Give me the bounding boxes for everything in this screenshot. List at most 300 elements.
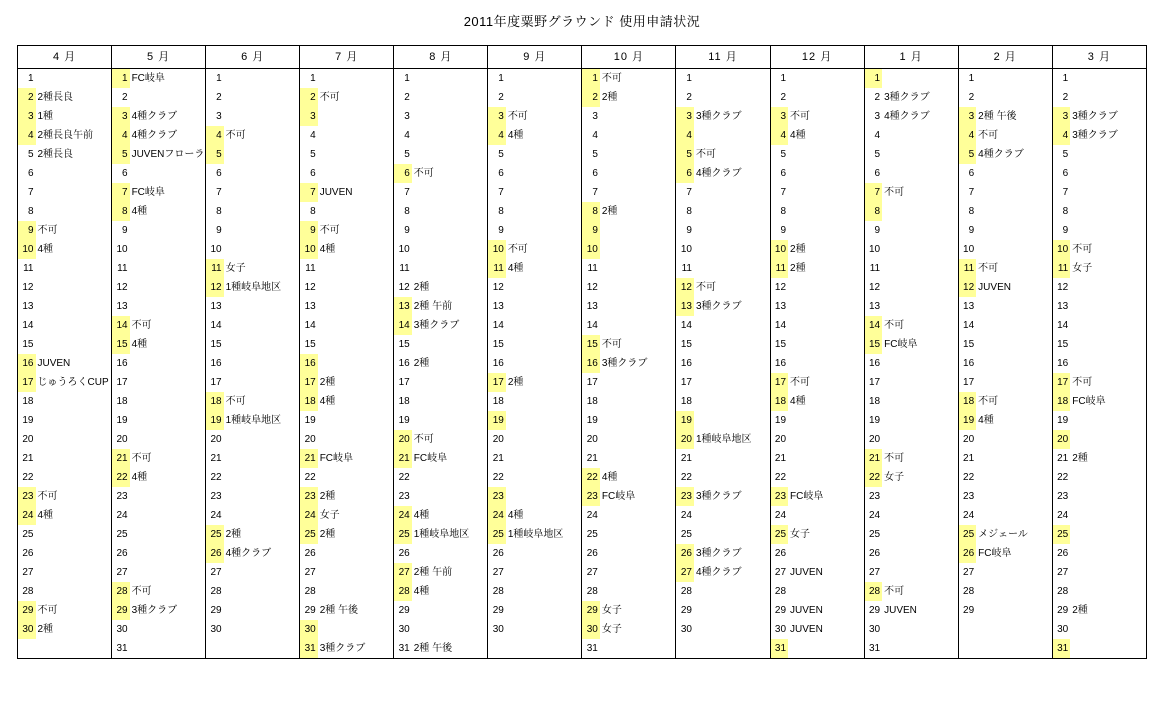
day-entry[interactable] bbox=[694, 335, 770, 354]
day-entry[interactable] bbox=[694, 620, 770, 639]
day-entry[interactable]: 不可 bbox=[412, 430, 488, 449]
day-entry[interactable] bbox=[976, 506, 1052, 525]
day-entry[interactable]: 4種 bbox=[506, 126, 582, 145]
day-entry[interactable]: 不可 bbox=[130, 582, 206, 601]
day-entry[interactable]: 4種 bbox=[976, 411, 1052, 430]
day-entry[interactable]: JUVEN bbox=[882, 601, 958, 620]
day-entry[interactable] bbox=[788, 506, 864, 525]
day-entry[interactable] bbox=[788, 411, 864, 430]
day-entry[interactable] bbox=[130, 506, 206, 525]
day-entry[interactable]: 4種 bbox=[412, 506, 488, 525]
day-entry[interactable]: 4種 bbox=[412, 582, 488, 601]
day-entry[interactable] bbox=[600, 240, 676, 259]
day-entry[interactable] bbox=[882, 240, 958, 259]
day-entry[interactable] bbox=[788, 582, 864, 601]
day-entry[interactable]: 不可 bbox=[224, 392, 300, 411]
day-entry[interactable] bbox=[976, 601, 1052, 620]
day-entry[interactable] bbox=[788, 88, 864, 107]
day-entry[interactable] bbox=[788, 335, 864, 354]
day-entry[interactable] bbox=[882, 297, 958, 316]
day-entry[interactable]: JUVEN bbox=[788, 563, 864, 582]
day-entry[interactable] bbox=[976, 449, 1052, 468]
day-entry[interactable] bbox=[694, 221, 770, 240]
day-entry[interactable] bbox=[1070, 525, 1146, 544]
day-entry[interactable]: 女子 bbox=[600, 601, 676, 620]
day-entry[interactable] bbox=[600, 278, 676, 297]
day-entry[interactable] bbox=[600, 544, 676, 563]
day-entry[interactable] bbox=[36, 278, 112, 297]
day-entry[interactable]: 2種 bbox=[318, 487, 394, 506]
day-entry[interactable] bbox=[412, 240, 488, 259]
day-entry[interactable]: 1種岐阜地区 bbox=[412, 525, 488, 544]
day-entry[interactable] bbox=[1070, 69, 1146, 89]
day-entry[interactable] bbox=[976, 563, 1052, 582]
day-entry[interactable] bbox=[36, 563, 112, 582]
day-entry[interactable]: 2種 午前 bbox=[412, 563, 488, 582]
day-entry[interactable]: 4種クラブ bbox=[224, 544, 300, 563]
day-entry[interactable] bbox=[412, 183, 488, 202]
day-entry[interactable]: 2種長良午前 bbox=[36, 126, 112, 145]
day-entry[interactable] bbox=[224, 373, 300, 392]
day-entry[interactable] bbox=[318, 126, 394, 145]
day-entry[interactable]: JUVEN bbox=[36, 354, 112, 373]
day-entry[interactable] bbox=[318, 411, 394, 430]
day-entry[interactable]: FC岐阜 bbox=[130, 69, 206, 89]
day-entry[interactable] bbox=[412, 392, 488, 411]
day-entry[interactable]: 4種クラブ bbox=[976, 145, 1052, 164]
day-entry[interactable] bbox=[1070, 278, 1146, 297]
day-entry[interactable] bbox=[130, 88, 206, 107]
day-entry[interactable] bbox=[506, 69, 582, 89]
day-entry[interactable] bbox=[36, 525, 112, 544]
day-entry[interactable]: 女子 bbox=[882, 468, 958, 487]
day-entry[interactable]: 女子 bbox=[600, 620, 676, 639]
day-entry[interactable] bbox=[788, 69, 864, 89]
day-entry[interactable] bbox=[788, 316, 864, 335]
day-entry[interactable] bbox=[882, 164, 958, 183]
day-entry[interactable] bbox=[788, 639, 864, 659]
day-entry[interactable] bbox=[600, 525, 676, 544]
day-entry[interactable] bbox=[976, 202, 1052, 221]
day-entry[interactable] bbox=[1070, 620, 1146, 639]
day-entry[interactable]: 2種 bbox=[412, 278, 488, 297]
day-entry[interactable] bbox=[600, 297, 676, 316]
day-entry[interactable]: 4種 bbox=[130, 335, 206, 354]
day-entry[interactable]: 1種 bbox=[36, 107, 112, 126]
day-entry[interactable] bbox=[600, 373, 676, 392]
day-entry[interactable] bbox=[882, 69, 958, 89]
day-entry[interactable] bbox=[882, 221, 958, 240]
day-entry[interactable] bbox=[130, 373, 206, 392]
day-entry[interactable] bbox=[694, 316, 770, 335]
day-entry[interactable] bbox=[224, 164, 300, 183]
day-entry[interactable] bbox=[506, 601, 582, 620]
day-entry[interactable] bbox=[694, 392, 770, 411]
day-entry[interactable] bbox=[224, 601, 300, 620]
day-entry[interactable] bbox=[600, 107, 676, 126]
day-entry[interactable]: 1種岐阜地区 bbox=[506, 525, 582, 544]
day-entry[interactable]: 3種クラブ bbox=[882, 88, 958, 107]
day-entry[interactable]: JUVEN bbox=[318, 183, 394, 202]
day-entry[interactable] bbox=[600, 221, 676, 240]
day-entry[interactable]: 4種クラブ bbox=[130, 107, 206, 126]
day-entry[interactable]: FC岐阜 bbox=[412, 449, 488, 468]
day-entry[interactable]: 4種 bbox=[788, 392, 864, 411]
day-entry[interactable] bbox=[600, 392, 676, 411]
day-entry[interactable]: 女子 bbox=[788, 525, 864, 544]
day-entry[interactable] bbox=[318, 202, 394, 221]
day-entry[interactable] bbox=[318, 335, 394, 354]
day-entry[interactable]: 不可 bbox=[36, 487, 112, 506]
day-entry[interactable] bbox=[506, 639, 582, 659]
day-entry[interactable] bbox=[506, 164, 582, 183]
day-entry[interactable] bbox=[882, 411, 958, 430]
day-entry[interactable] bbox=[36, 639, 112, 659]
day-entry[interactable]: 2種 bbox=[788, 259, 864, 278]
day-entry[interactable]: JUVENフローラ bbox=[130, 145, 206, 164]
day-entry[interactable]: 2種 午前 bbox=[412, 297, 488, 316]
day-entry[interactable] bbox=[976, 183, 1052, 202]
day-entry[interactable] bbox=[976, 335, 1052, 354]
day-entry[interactable] bbox=[1070, 354, 1146, 373]
day-entry[interactable] bbox=[130, 525, 206, 544]
day-entry[interactable]: 不可 bbox=[36, 601, 112, 620]
day-entry[interactable] bbox=[318, 430, 394, 449]
day-entry[interactable] bbox=[36, 202, 112, 221]
day-entry[interactable]: 2種 bbox=[318, 525, 394, 544]
day-entry[interactable] bbox=[600, 563, 676, 582]
day-entry[interactable]: 3種クラブ bbox=[694, 107, 770, 126]
day-entry[interactable] bbox=[1070, 297, 1146, 316]
day-entry[interactable] bbox=[36, 69, 112, 89]
day-entry[interactable] bbox=[224, 487, 300, 506]
day-entry[interactable] bbox=[412, 88, 488, 107]
day-entry[interactable] bbox=[600, 316, 676, 335]
day-entry[interactable] bbox=[36, 582, 112, 601]
day-entry[interactable]: 2種 bbox=[224, 525, 300, 544]
day-entry[interactable] bbox=[318, 316, 394, 335]
day-entry[interactable]: 3種クラブ bbox=[318, 639, 394, 659]
day-entry[interactable] bbox=[976, 316, 1052, 335]
day-entry[interactable] bbox=[318, 354, 394, 373]
day-entry[interactable] bbox=[882, 259, 958, 278]
day-entry[interactable]: 4種クラブ bbox=[130, 126, 206, 145]
day-entry[interactable] bbox=[976, 297, 1052, 316]
day-entry[interactable]: 不可 bbox=[130, 449, 206, 468]
day-entry[interactable]: 3種クラブ bbox=[1072, 111, 1118, 122]
day-entry[interactable] bbox=[412, 335, 488, 354]
day-entry[interactable] bbox=[36, 449, 112, 468]
day-entry[interactable] bbox=[694, 88, 770, 107]
day-entry[interactable]: 2種 bbox=[506, 373, 582, 392]
day-entry[interactable]: 女子 bbox=[1072, 263, 1093, 274]
day-entry[interactable] bbox=[224, 183, 300, 202]
day-entry[interactable]: 不可 bbox=[882, 449, 958, 468]
day-entry[interactable] bbox=[36, 297, 112, 316]
day-entry[interactable]: FC岐阜 bbox=[600, 487, 676, 506]
day-entry[interactable]: JUVEN bbox=[976, 278, 1052, 297]
day-entry[interactable] bbox=[318, 69, 394, 89]
day-entry[interactable] bbox=[130, 563, 206, 582]
day-entry[interactable]: 2種 午後 bbox=[412, 639, 488, 659]
day-entry[interactable] bbox=[130, 297, 206, 316]
day-entry[interactable] bbox=[976, 354, 1052, 373]
day-entry[interactable] bbox=[1070, 183, 1146, 202]
day-entry[interactable]: FC岐阜 bbox=[976, 544, 1052, 563]
day-entry[interactable] bbox=[1070, 544, 1146, 563]
day-entry[interactable] bbox=[694, 354, 770, 373]
day-entry[interactable] bbox=[882, 563, 958, 582]
day-entry[interactable] bbox=[600, 259, 676, 278]
day-entry[interactable] bbox=[694, 183, 770, 202]
day-entry[interactable] bbox=[506, 278, 582, 297]
day-entry[interactable] bbox=[788, 221, 864, 240]
day-entry[interactable]: 2種 午後 bbox=[318, 601, 394, 620]
day-entry[interactable] bbox=[788, 297, 864, 316]
day-entry[interactable] bbox=[224, 335, 300, 354]
day-entry[interactable] bbox=[694, 582, 770, 601]
day-entry[interactable]: 2種長良 bbox=[36, 145, 112, 164]
day-entry[interactable] bbox=[318, 278, 394, 297]
day-entry[interactable]: 4種 bbox=[130, 202, 206, 221]
day-entry[interactable] bbox=[318, 468, 394, 487]
day-entry[interactable] bbox=[506, 316, 582, 335]
day-entry[interactable] bbox=[694, 506, 770, 525]
day-entry[interactable] bbox=[506, 202, 582, 221]
day-entry[interactable] bbox=[976, 430, 1052, 449]
day-entry[interactable] bbox=[130, 487, 206, 506]
day-entry[interactable]: 不可 bbox=[600, 335, 676, 354]
day-entry[interactable] bbox=[694, 525, 770, 544]
day-entry[interactable]: 3種クラブ bbox=[694, 487, 770, 506]
day-entry[interactable]: 2種 bbox=[600, 202, 676, 221]
day-entry[interactable] bbox=[694, 449, 770, 468]
day-entry[interactable]: 3種クラブ bbox=[412, 316, 488, 335]
day-entry[interactable]: 2種長良 bbox=[36, 88, 112, 107]
day-entry[interactable] bbox=[224, 297, 300, 316]
day-entry[interactable]: 不可 bbox=[506, 240, 582, 259]
day-entry[interactable] bbox=[976, 373, 1052, 392]
day-entry[interactable] bbox=[788, 354, 864, 373]
day-entry[interactable] bbox=[1070, 145, 1146, 164]
day-entry[interactable]: FC岐阜 bbox=[1072, 396, 1106, 407]
day-entry[interactable] bbox=[412, 411, 488, 430]
day-entry[interactable] bbox=[506, 145, 582, 164]
day-entry[interactable] bbox=[36, 411, 112, 430]
day-entry[interactable]: FC岐阜 bbox=[882, 335, 958, 354]
day-entry[interactable] bbox=[130, 240, 206, 259]
day-entry[interactable]: 2種 bbox=[600, 88, 676, 107]
day-entry[interactable] bbox=[318, 620, 394, 639]
day-entry[interactable] bbox=[506, 335, 582, 354]
day-entry[interactable] bbox=[130, 411, 206, 430]
day-entry[interactable] bbox=[506, 468, 582, 487]
day-entry[interactable] bbox=[224, 88, 300, 107]
day-entry[interactable]: FC岐阜 bbox=[130, 183, 206, 202]
day-entry[interactable] bbox=[694, 373, 770, 392]
day-entry[interactable] bbox=[976, 639, 1052, 659]
day-entry[interactable] bbox=[600, 183, 676, 202]
day-entry[interactable]: 1種岐阜地区 bbox=[694, 430, 770, 449]
day-entry[interactable] bbox=[976, 221, 1052, 240]
day-entry[interactable] bbox=[224, 221, 300, 240]
day-entry[interactable] bbox=[224, 69, 300, 89]
day-entry[interactable] bbox=[224, 468, 300, 487]
day-entry[interactable] bbox=[506, 221, 582, 240]
day-entry[interactable] bbox=[694, 601, 770, 620]
day-entry[interactable] bbox=[694, 240, 770, 259]
day-entry[interactable] bbox=[1070, 164, 1146, 183]
day-entry[interactable] bbox=[694, 468, 770, 487]
day-entry[interactable] bbox=[506, 297, 582, 316]
day-entry[interactable] bbox=[130, 392, 206, 411]
day-entry[interactable] bbox=[36, 544, 112, 563]
day-entry[interactable] bbox=[224, 316, 300, 335]
day-entry[interactable] bbox=[506, 88, 582, 107]
day-entry[interactable] bbox=[882, 392, 958, 411]
day-entry[interactable]: 不可 bbox=[976, 392, 1052, 411]
day-entry[interactable] bbox=[1070, 582, 1146, 601]
day-entry[interactable] bbox=[224, 240, 300, 259]
day-entry[interactable]: 4種 bbox=[318, 392, 394, 411]
day-entry[interactable] bbox=[600, 506, 676, 525]
day-entry[interactable] bbox=[600, 449, 676, 468]
day-entry[interactable]: 不可 bbox=[318, 88, 394, 107]
day-entry[interactable]: 4種 bbox=[36, 240, 112, 259]
day-entry[interactable]: 2種 bbox=[36, 620, 112, 639]
day-entry[interactable]: 不可 bbox=[36, 221, 112, 240]
day-entry[interactable] bbox=[882, 126, 958, 145]
day-entry[interactable] bbox=[412, 202, 488, 221]
day-entry[interactable] bbox=[506, 582, 582, 601]
day-entry[interactable] bbox=[36, 335, 112, 354]
day-entry[interactable]: メジェール bbox=[976, 525, 1052, 544]
day-entry[interactable]: 3種クラブ bbox=[694, 297, 770, 316]
day-entry[interactable] bbox=[788, 164, 864, 183]
day-entry[interactable] bbox=[224, 430, 300, 449]
day-entry[interactable]: 不可 bbox=[506, 107, 582, 126]
day-entry[interactable]: 4種 bbox=[130, 468, 206, 487]
day-entry[interactable] bbox=[412, 126, 488, 145]
day-entry[interactable] bbox=[882, 506, 958, 525]
day-entry[interactable] bbox=[788, 183, 864, 202]
day-entry[interactable] bbox=[412, 544, 488, 563]
day-entry[interactable] bbox=[506, 183, 582, 202]
day-entry[interactable] bbox=[36, 316, 112, 335]
day-entry[interactable] bbox=[130, 164, 206, 183]
day-entry[interactable] bbox=[412, 221, 488, 240]
day-entry[interactable]: 3種クラブ bbox=[130, 601, 206, 620]
day-entry[interactable] bbox=[788, 202, 864, 221]
day-entry[interactable] bbox=[506, 411, 582, 430]
day-entry[interactable] bbox=[976, 620, 1052, 639]
day-entry[interactable] bbox=[882, 354, 958, 373]
day-entry[interactable]: 不可 bbox=[882, 316, 958, 335]
day-entry[interactable] bbox=[224, 620, 300, 639]
day-entry[interactable] bbox=[1070, 202, 1146, 221]
day-entry[interactable]: 3種クラブ bbox=[600, 354, 676, 373]
day-entry[interactable]: 2種 bbox=[412, 354, 488, 373]
day-entry[interactable] bbox=[600, 145, 676, 164]
day-entry[interactable] bbox=[600, 126, 676, 145]
day-entry[interactable] bbox=[412, 107, 488, 126]
day-entry[interactable] bbox=[36, 468, 112, 487]
day-entry[interactable]: JUVEN bbox=[788, 620, 864, 639]
day-entry[interactable]: 不可 bbox=[318, 221, 394, 240]
day-entry[interactable] bbox=[130, 620, 206, 639]
day-entry[interactable] bbox=[506, 392, 582, 411]
day-entry[interactable] bbox=[36, 164, 112, 183]
day-entry[interactable] bbox=[130, 354, 206, 373]
day-entry[interactable] bbox=[694, 639, 770, 659]
day-entry[interactable] bbox=[130, 221, 206, 240]
day-entry[interactable] bbox=[882, 487, 958, 506]
day-entry[interactable] bbox=[1070, 411, 1146, 430]
day-entry[interactable] bbox=[506, 563, 582, 582]
day-entry[interactable] bbox=[36, 392, 112, 411]
day-entry[interactable]: 不可 bbox=[788, 373, 864, 392]
day-entry[interactable]: 2種 bbox=[318, 373, 394, 392]
day-entry[interactable]: 4種 bbox=[600, 468, 676, 487]
day-entry[interactable] bbox=[130, 278, 206, 297]
day-entry[interactable] bbox=[976, 164, 1052, 183]
day-entry[interactable]: 4種 bbox=[788, 126, 864, 145]
day-entry[interactable]: 不可 bbox=[882, 582, 958, 601]
day-entry[interactable] bbox=[318, 297, 394, 316]
day-entry[interactable] bbox=[976, 240, 1052, 259]
day-entry[interactable] bbox=[412, 373, 488, 392]
day-entry[interactable]: 2種 bbox=[1072, 605, 1088, 616]
day-entry[interactable]: 不可 bbox=[1072, 244, 1093, 255]
day-entry[interactable] bbox=[694, 411, 770, 430]
day-entry[interactable] bbox=[412, 601, 488, 620]
day-entry[interactable] bbox=[1070, 487, 1146, 506]
day-entry[interactable] bbox=[224, 582, 300, 601]
day-entry[interactable] bbox=[412, 69, 488, 89]
day-entry[interactable] bbox=[130, 639, 206, 659]
day-entry[interactable]: 2種 午後 bbox=[976, 107, 1052, 126]
day-entry[interactable]: 不可 bbox=[412, 164, 488, 183]
day-entry[interactable]: 3種クラブ bbox=[694, 544, 770, 563]
day-entry[interactable] bbox=[224, 107, 300, 126]
day-entry[interactable]: じゅうろくCUP bbox=[36, 373, 112, 392]
day-entry[interactable] bbox=[318, 544, 394, 563]
day-entry[interactable] bbox=[130, 544, 206, 563]
day-entry[interactable] bbox=[694, 126, 770, 145]
day-entry[interactable]: 4種 bbox=[506, 506, 582, 525]
day-entry[interactable] bbox=[1070, 430, 1146, 449]
day-entry[interactable] bbox=[882, 430, 958, 449]
day-entry[interactable] bbox=[36, 183, 112, 202]
day-entry[interactable] bbox=[318, 145, 394, 164]
day-entry[interactable] bbox=[1070, 88, 1146, 107]
day-entry[interactable] bbox=[224, 639, 300, 659]
day-entry[interactable] bbox=[318, 259, 394, 278]
day-entry[interactable] bbox=[318, 164, 394, 183]
day-entry[interactable]: 不可 bbox=[976, 259, 1052, 278]
day-entry[interactable] bbox=[412, 145, 488, 164]
day-entry[interactable]: JUVEN bbox=[788, 601, 864, 620]
day-entry[interactable] bbox=[788, 430, 864, 449]
day-entry[interactable]: 不可 bbox=[224, 126, 300, 145]
day-entry[interactable] bbox=[130, 259, 206, 278]
day-entry[interactable]: 不可 bbox=[1072, 377, 1093, 388]
day-entry[interactable] bbox=[788, 468, 864, 487]
day-entry[interactable] bbox=[882, 620, 958, 639]
day-entry[interactable]: 不可 bbox=[130, 316, 206, 335]
day-entry[interactable]: 不可 bbox=[600, 69, 676, 89]
day-entry[interactable] bbox=[882, 544, 958, 563]
